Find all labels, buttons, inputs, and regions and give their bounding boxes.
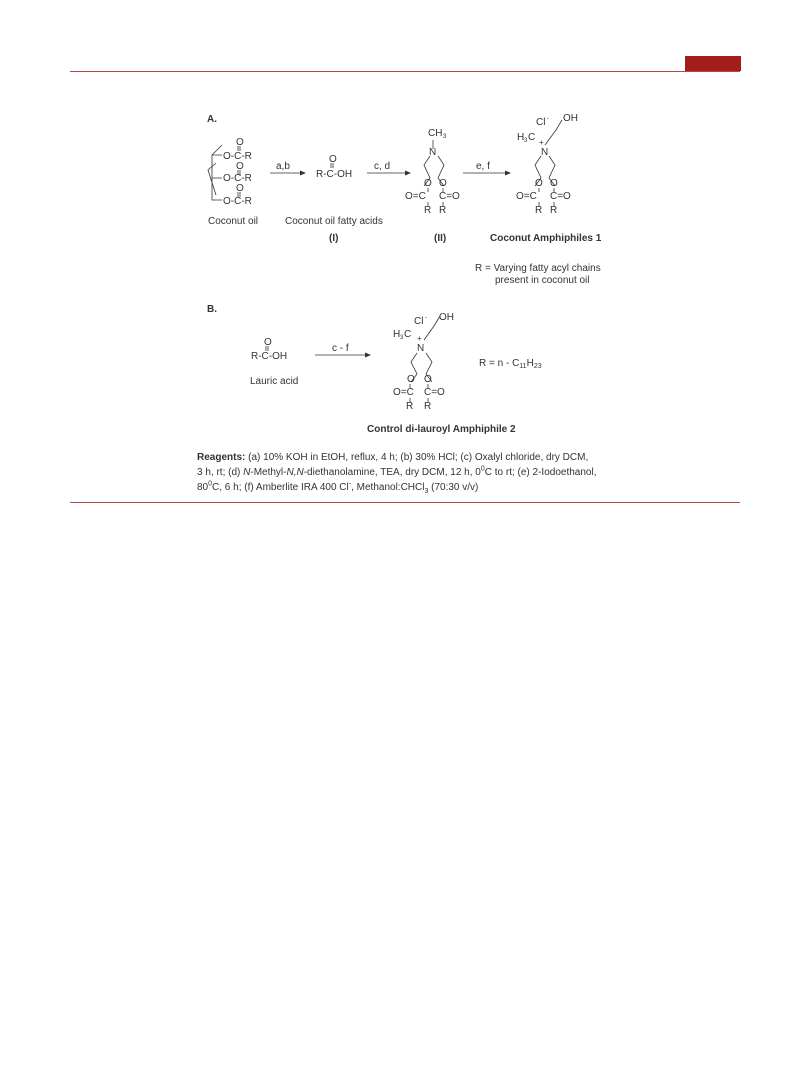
svg-text:O: O xyxy=(264,337,272,348)
svg-text:R: R xyxy=(550,205,558,216)
svg-text:-: - xyxy=(425,315,427,321)
svg-text:N: N xyxy=(541,147,549,158)
svg-text:C: C xyxy=(528,132,536,143)
compound-i-label: (I) xyxy=(329,233,339,244)
svg-text:O: O xyxy=(535,178,543,189)
panel-a-label: A. xyxy=(207,114,217,125)
svg-text:N: N xyxy=(429,147,437,158)
svg-text:O=C: O=C xyxy=(405,191,426,202)
reaction-scheme xyxy=(0,0,809,500)
svg-text:R: R xyxy=(424,205,432,216)
glycerol-backbone xyxy=(212,145,222,200)
svg-text:O-C-R: O-C-R xyxy=(223,151,252,162)
svg-text:O: O xyxy=(329,154,337,165)
svg-text:N: N xyxy=(417,343,425,354)
svg-text:Cl: Cl xyxy=(414,316,424,327)
arrow-cf-label: c - f xyxy=(332,343,349,354)
svg-text:C=O: C=O xyxy=(439,191,460,202)
svg-text:C: C xyxy=(404,329,412,340)
r-definition-b: $R = n - C_{11}H_{23}$ xyxy=(479,358,542,370)
svg-text:O: O xyxy=(407,374,415,385)
svg-text:H: H xyxy=(517,132,525,143)
arrow-ab-label: a,b xyxy=(276,161,290,172)
arrow-cd-label: c, d xyxy=(374,161,391,172)
svg-text:R: R xyxy=(424,401,432,412)
coconut-oil-label: Coconut oil xyxy=(208,216,259,227)
svg-text:C=O: C=O xyxy=(550,191,571,202)
svg-text:+: + xyxy=(539,138,544,147)
svg-text:O: O xyxy=(424,178,432,189)
svg-text:O: O xyxy=(424,374,432,385)
svg-text:O=C: O=C xyxy=(516,191,537,202)
svg-text:-: - xyxy=(547,116,549,122)
svg-text:R-C-OH: R-C-OH xyxy=(316,169,353,180)
svg-text:O=C: O=C xyxy=(393,387,414,398)
svg-text:3: 3 xyxy=(443,134,447,140)
svg-text:Cl: Cl xyxy=(536,117,546,128)
svg-text:CH: CH xyxy=(428,128,443,139)
svg-text:O: O xyxy=(236,161,244,172)
compound-ii-label: (II) xyxy=(434,233,447,244)
amphiphiles-1-label: Coconut Amphiphiles 1 xyxy=(490,233,602,244)
svg-text:C=O: C=O xyxy=(424,387,445,398)
svg-text:R: R xyxy=(439,205,447,216)
svg-text:3: 3 xyxy=(400,335,404,341)
svg-text:O: O xyxy=(236,183,244,194)
svg-text:3: 3 xyxy=(524,138,528,144)
svg-text:R: R xyxy=(535,205,543,216)
svg-text:O-C-R: O-C-R xyxy=(223,173,252,184)
footer-rule xyxy=(70,502,740,503)
svg-text:R-C-OH: R-C-OH xyxy=(251,351,288,362)
svg-text:OH: OH xyxy=(563,113,578,124)
reagents-text: Reagents: (a) 10% KOH in EtOH, reflux, 4 h; (b) 30% HCl; (c) Oxalyl chloride, dry DCM, 3 h, rt; (d) N-Methyl-N,N-diethanolamine, TEA, dry DCM, 12 h, $0^0C$ to rt; (e) 2-Iodoethanol, $80^0C$, 6 h; (f) Amberlite IRA 400 Cl-, Methanol:CHCl$_3$ (70:30 v/v) xyxy=(197,452,597,495)
svg-text:O: O xyxy=(236,137,244,148)
svg-text:O-C-R: O-C-R xyxy=(223,196,252,207)
panel-b-label: B. xyxy=(207,304,217,315)
control-amphiphile-2-label: Control di-lauroyl Amphiphile 2 xyxy=(367,424,516,435)
svg-text:H: H xyxy=(393,329,401,340)
fatty-acids-label: Coconut oil fatty acids xyxy=(285,216,383,227)
svg-text:+: + xyxy=(417,334,422,343)
lauric-acid-label: Lauric acid xyxy=(250,376,299,387)
svg-text:R: R xyxy=(406,401,414,412)
arrow-ef-label: e, f xyxy=(476,161,490,172)
r-note-line2: present in coconut oil xyxy=(495,275,590,286)
svg-text:O: O xyxy=(439,178,447,189)
svg-text:OH: OH xyxy=(439,312,454,323)
r-note-line1: R = Varying fatty acyl chains xyxy=(475,263,601,274)
svg-text:O: O xyxy=(550,178,558,189)
